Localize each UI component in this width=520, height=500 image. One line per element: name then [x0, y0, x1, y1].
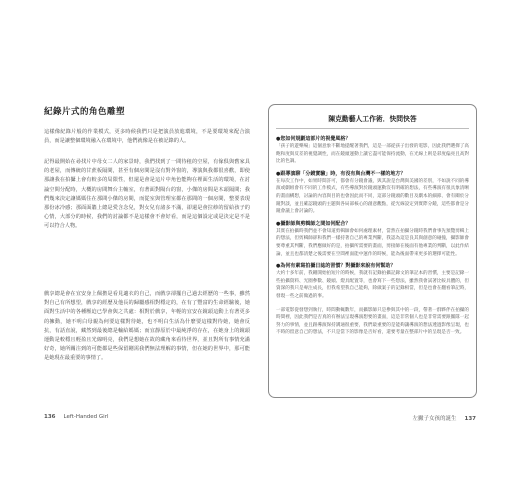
qa-item [276, 170, 469, 216]
folio-right [413, 414, 477, 422]
qa-item [276, 135, 469, 166]
sidebar-title: 陳克勤藝人工作術．快問快答 [276, 113, 469, 129]
running-footer-title: Left-Handed Girl [63, 414, 109, 420]
paragraph-text: 記得最開始在尋找片中母女二人的家景時，我們找到了一間待租的空屋，有傢俱與舊家具的老屋，而傳統的甘蔗板隔間，甚至有個房間是沒有對外窗的，導演與我都很喜歡，即使那讓我在拍攝上會有較多的局限性，但還是會是這片中角色能夠在裡面生活的環境，在討論空間分配時，大概的房間舞台主軸室，有著面對陽台的窗，小傑的房間是木頭隔間；我們幾來決定讓媽媽住在那間小傑的房間，而從室與管理室都在那間的一個房間，整要表現那份冰冷感；那面面牆上總是愛含念兒，對女兒有諸多不滿，卻還是會拉紗的留給孩子的心情，大部分的時候，我們的討論都不是這樣會不會好看，而是這個設定或是決定是不是可以符合人物。 [44, 159, 250, 230]
body-paragraph-2 [44, 158, 250, 232]
qa-answer: 「孩子的遊樂場」這個意象不斷地提醒著我們，這是一部從孩子出發的電影，因此我們選擇了高飽和度與反差的視覺調性，而在鏡頭運動上讓它盡可能保持流動，在光線上則是彩度偏亮且高對比的色調。 [276, 144, 469, 165]
qa-answer: 其實在拍攝時我們並不會知道剪輯師會如何處理素材，當然在拍攝分鏡時我們會事先預覽剪輯上的想法，但剪輯師卻和我們一樣持著自己的專業判斷，我認為這是良其與創意的碰撞，攝影師會要尊重其判斷，我們應做好的是，拍攝所需要的畫面，剪接師在後面有他專業的判斷，以此作結論，並且也都清楚之後需要在空間裡面能中運作的時候，能為後面帶來更多的選擇可能性。 [276, 228, 469, 257]
qa-item [276, 220, 469, 258]
paragraph-text: 戲享總是會在宜安身上佩擔是看見適衣的自己，而戲享卻擺自己過去經歷的一些事，雖然對自己有所想望，戲享的經歷及他長的歸屬感相對穩定的，在有了豐富的生命經驗後，她面對生活中的各種壓迫已學會與之共處：相對於戲享，年輕的宜安在鏡頭這動上有著更多的擁動，她不明白母親為何要這樣對待她，也不明白生活為什麼要這樣對待她，她會反抗，有話直說，藏然到最後總是輸給媽媽；而宜靜原於中最純淨的存在，在她身上的鏡頭運動是較穩且輕盈且光線明亮，我們是想她在故的藏角來看待世界，並且對所有事情充滿好奇，她所關注到的可能都是些保留剛需我們無法理解的事情，但在她的世界中，那可能是她現在最重要的事情了。 [44, 291, 250, 362]
qa-sidebar-box [268, 104, 477, 398]
page-number: 136 [44, 414, 56, 420]
page-number: 137 [464, 416, 476, 422]
qa-question: ●為何有素寫拍攝日誌的習慣？對攝影來說有何幫助？ [276, 263, 396, 270]
qa-question: ●攝影師與剪輯師之間如何配合？ [276, 220, 351, 227]
section-heading: 紀錄片式的角色雕塑 [44, 107, 126, 117]
body-paragraph-1 [44, 128, 250, 146]
qa-question: ●跟導演聊「分鏡實驗」時，有沒有與台灣不一樣的地方？ [276, 170, 406, 177]
body-paragraph-3 [44, 290, 250, 364]
closing-paragraph: 一部電影從發想到執行，時間動輒數年，而攝影師只是參與其中的一段，帶著一群夥伴在拍攝的時間裡，因此我們是否真的有辦法呈現導演想要的畫面，這是非常個人也是非常需要跟團隊一起努力的事情，並且跟導演保持溝通很重要，我們最重要的是能夠讓導演的想法透過影像呈現，也不時的留意自己的想法，不只是當下的影像是否好看，還要考量在整部片中的呈現是否一致。 [276, 307, 469, 336]
qa-answer: 在每次工作中，如果時間許可，都會有分鏡會議，與其說是台灣與美國的差別，不如說不同的導演或劇組會有不同的工作模式，有些導演對於鏡頭運動沒有明確的想法，有些導演有很具象清晰的畫面構想，討論的內容與目的也會因此而不同，這部分鏡頭的數目及劇本的細節、會有關於分鏡對談，並且確認鏡頭的主題與各局部核心的創意觀點，從光線設定到實際分鏡，這些都會是分鏡會議上會討論的。 [276, 178, 469, 215]
folio-left [44, 414, 109, 420]
qa-answer: 大約十多年前，我剛開始拍短片的時候，我就有記錄拍攝記錄文的筆記本的習慣，主要是記錄一些拍攝資料、光圈參數、鏡頭、燈具配置等，也會寫下一些想法，雖然我會試著比較具體的，但資深的我只是專注成長，但我希望我自己能夠，除做案子的記錄相當，但是也會在翻看筆記時，發現一些之前做過的事。 [276, 271, 469, 299]
paragraph-text: 這樣像紀錄片般的作業模式，更多時候我們只是把演員放進環境，不是要環境來配合演員，而是讓整個環境融入在環境中，他們就像是在被記錄的人。 [44, 129, 250, 145]
qa-question: ●您如何規劃這部片的視覺風格？ [276, 136, 351, 142]
qa-item [276, 262, 469, 300]
running-footer-title: 左撇子女孩的誕生 [412, 416, 457, 422]
